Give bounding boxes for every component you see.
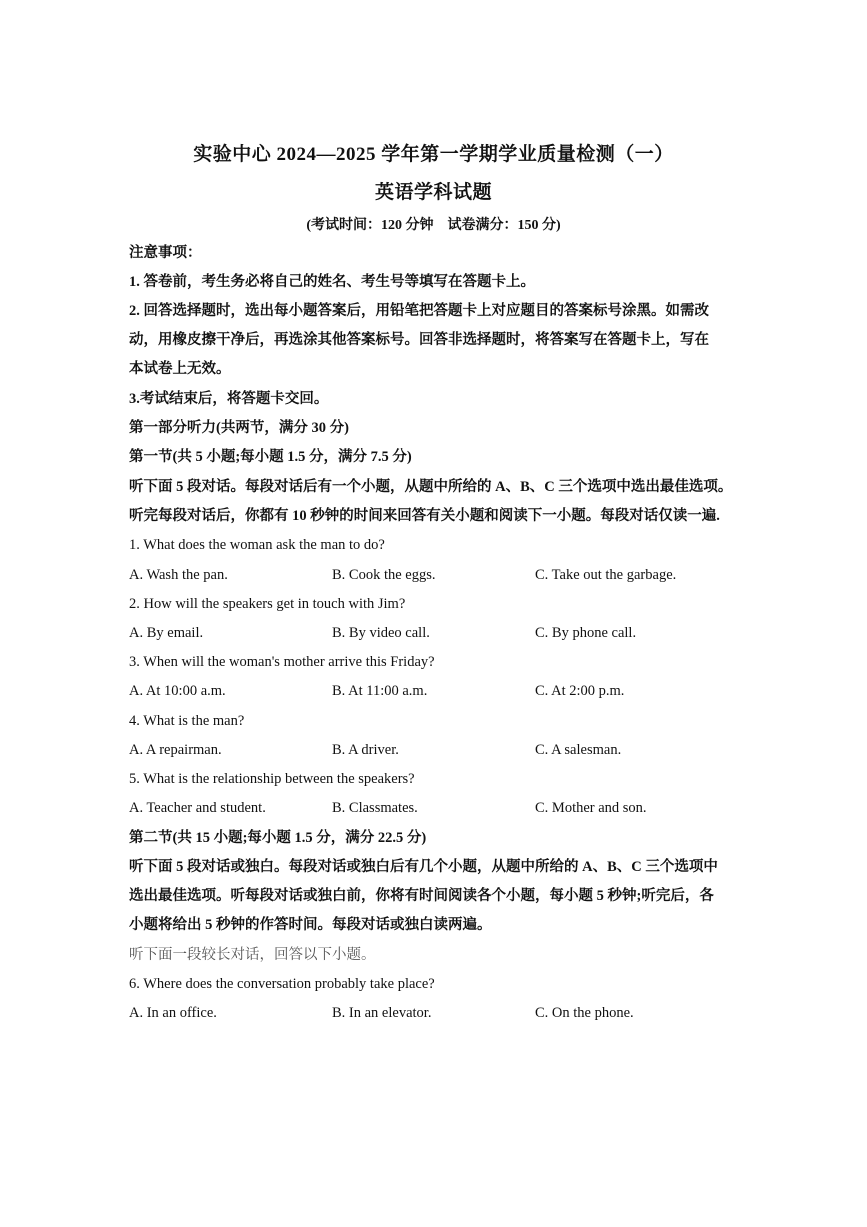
q6-option-b: B. In an elevator. [332, 1005, 432, 1021]
section1-instruction-1: 听下面 5 段对话。每段对话后有一个小题，从题中所给的 A、B、C 三个选项中选出最佳选项。 [129, 479, 733, 495]
q5-option-b: B. Classmates. [332, 800, 418, 816]
q1-option-a: A. Wash the pan. [129, 567, 228, 583]
q4-option-a: A. A repairman. [129, 742, 222, 758]
section2-instruction-1: 听下面 5 段对话或独白。每段对话或独白后有几个小题，从题中所给的 A、B、C 三个选项中 [129, 859, 718, 875]
q3-option-c: C. At 2:00 p.m. [535, 683, 625, 699]
exam-info: (考试时间：120 分钟 试卷满分：150 分) [306, 218, 561, 233]
q6-option-c: C. On the phone. [535, 1005, 634, 1021]
q5-option-a: A. Teacher and student. [129, 800, 266, 816]
section1-heading: 第一节(共 5 小题;每小题 1.5 分，满分 7.5 分) [129, 449, 412, 465]
question-4: 4. What is the man? [129, 713, 245, 729]
q2-option-b: B. By video call. [332, 625, 430, 641]
section2-instruction-3: 小题将给出 5 秒钟的作答时间。每段对话或独白读两遍。 [129, 917, 492, 933]
section2-heading: 第二节(共 15 小题;每小题 1.5 分，满分 22.5 分) [129, 830, 427, 846]
section2-instruction-2: 选出最佳选项。听每段对话或独白前，你将有时间阅读各个小题，每小题 5 秒钟;听完后，各 [129, 888, 714, 904]
q6-option-a: A. In an office. [129, 1005, 217, 1021]
note-2-line-3: 本试卷上无效。 [129, 361, 231, 377]
part1-heading: 第一部分听力(共两节，满分 30 分) [129, 420, 349, 436]
exam-title: 实验中心 2024—2025 学年第一学期学业质量检测（一） [193, 144, 674, 165]
q1-option-b: B. Cook the eggs. [332, 567, 436, 583]
section1-instruction-2: 听完每段对话后，你都有 10 秒钟的时间来回答有关小题和阅读下一小题。每段对话仅读一遍. [129, 508, 720, 524]
question-2: 2. How will the speakers get in touch with Jim? [129, 596, 406, 612]
q2-option-c: C. By phone call. [535, 625, 637, 641]
q3-option-a: A. At 10:00 a.m. [129, 683, 226, 699]
note-1: 1. 答卷前，考生务必将自己的姓名、考生号等填写在答题卡上。 [129, 274, 535, 290]
q2-option-a: A. By email. [129, 625, 204, 641]
exam-subtitle: 英语学科试题 [374, 182, 492, 203]
note-2-line-1: 2. 回答选择题时，选出每小题答案后，用铅笔把答题卡上对应题目的答案标号涂黑。如需改 [129, 303, 709, 319]
question-3: 3. When will the woman's mother arrive this Friday? [129, 654, 435, 670]
note-3: 3.考试结束后，将答题卡交回。 [129, 391, 329, 407]
q1-option-c: C. Take out the garbage. [535, 567, 677, 583]
question-6: 6. Where does the conversation probably take place? [129, 976, 435, 992]
notes-heading: 注意事项： [129, 245, 202, 261]
q5-option-c: C. Mother and son. [535, 800, 647, 816]
q4-option-c: C. A salesman. [535, 742, 622, 758]
section2-prompt: 听下面一段较长对话，回答以下小题。 [129, 947, 376, 963]
q4-option-b: B. A driver. [332, 742, 399, 758]
note-2-line-2: 动，用橡皮擦干净后，再选涂其他答案标号。回答非选择题时，将答案写在答题卡上，写在 [129, 332, 709, 348]
question-5: 5. What is the relationship between the speakers? [129, 771, 415, 787]
q3-option-b: B. At 11:00 a.m. [332, 683, 428, 699]
question-1: 1. What does the woman ask the man to do? [129, 537, 385, 553]
